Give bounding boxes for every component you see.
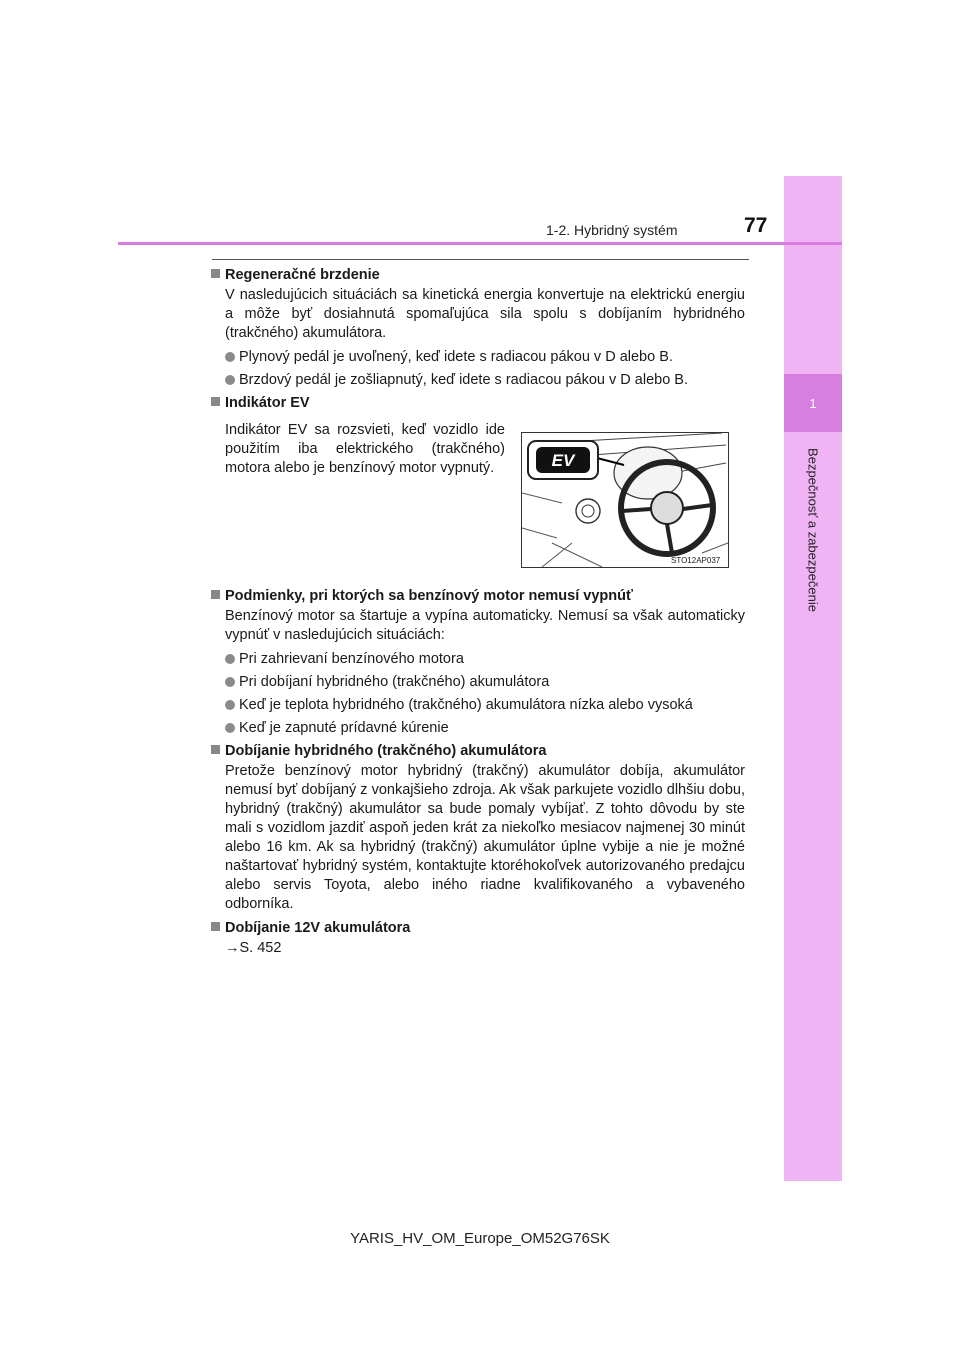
circle-bullet-icon [225,723,235,733]
section-heading: Regeneračné brzdenie [211,266,745,285]
square-bullet-icon [211,397,220,406]
section-rule [212,259,749,260]
list-item: Keď je zapnuté prídavné kúrenie [225,719,745,738]
section-body: Benzínový motor sa štartuje a vypína automaticky. Nemusí sa však automaticky vypnúť v nasledujúcich situáciách: [225,608,745,643]
square-bullet-icon [211,922,220,931]
page-reference: →S. 452 [225,940,282,956]
square-bullet-icon [211,590,220,599]
section-body: V nasledujúcich situáciách sa kinetická energia konvertuje na elektrickú energiu a môže byť dosiahnutá spomaľujúca sila spolu s dobíjaním hybridného (trakčného) akumulátora. [225,287,745,341]
ev-indicator-block [225,421,745,587]
section-body: Pretože benzínový motor hybridný (trakčný) akumulátor dobíja, akumulátor nemusí byť dobíjaný z vonkajšieho zdroja. Ak však parkujete vozidlo dlhšiu dobu, hybridný (trakčný) akumulátor sa bude pomaly vybíjať. Z tohto dôvodu by ste mali s vozidlom jazdiť aspoň jeden krát za niekoľko mesiacov najmenej 30 minút alebo 16 km. Ak sa hybridný (trakčný) akumulátor úplne vybije a nie je možné naštartovať hybridný systém, kontaktujte ktoréhokoľvek autorizovaného predajcu alebo servis Toyota, alebo iného riadne kvalifikovaného a vybaveného odborníka. [225,763,745,912]
list-item: Pri dobíjaní hybridného (trakčného) akumulátora [225,673,745,692]
square-bullet-icon [211,745,220,754]
section-heading: Dobíjanie hybridného (trakčného) akumulátora [211,742,745,761]
chapter-side-label: Bezpečnosť a zabezpečenie [805,448,821,612]
circle-bullet-icon [225,352,235,362]
figure-code: STO12AP037 [671,556,721,565]
list-item: Brzdový pedál je zošliapnutý, keď idete s radiacou pákou v D alebo B. [225,371,745,390]
circle-bullet-icon [225,700,235,710]
ev-dashboard-illustration [521,432,729,568]
chapter-title: 1-2. Hybridný systém [546,222,678,238]
section-body: Indikátor EV sa rozsvieti, keď vozidlo ide použitím iba elektrického (trakčného) motora alebo je benzínový motor vypnutý. [225,422,505,476]
circle-bullet-icon [225,375,235,385]
section-heading: Indikátor EV [211,394,745,413]
circle-bullet-icon [225,654,235,664]
page-number: 77 [744,214,768,237]
section-heading: Dobíjanie 12V akumulátora [211,919,745,938]
list-item: Keď je teplota hybridného (trakčného) akumulátora nízka alebo vysoká [225,696,745,715]
circle-bullet-icon [225,677,235,687]
ev-badge-text: EV [551,451,575,470]
square-bullet-icon [211,269,220,278]
list-item: Plynový pedál je uvoľnený, keď idete s radiacou pákou v D alebo B. [225,348,745,367]
page-content [211,266,745,958]
side-tab [784,176,842,1181]
footer-doc-id: YARIS_HV_OM_Europe_OM52G76SK [350,1230,610,1247]
list-item: Pri zahrievaní benzínového motora [225,650,745,669]
header-rule [118,242,842,245]
chapter-tab-number: 1 [784,374,842,432]
section-heading: Podmienky, pri ktorých sa benzínový motor nemusí vypnúť [211,587,745,606]
